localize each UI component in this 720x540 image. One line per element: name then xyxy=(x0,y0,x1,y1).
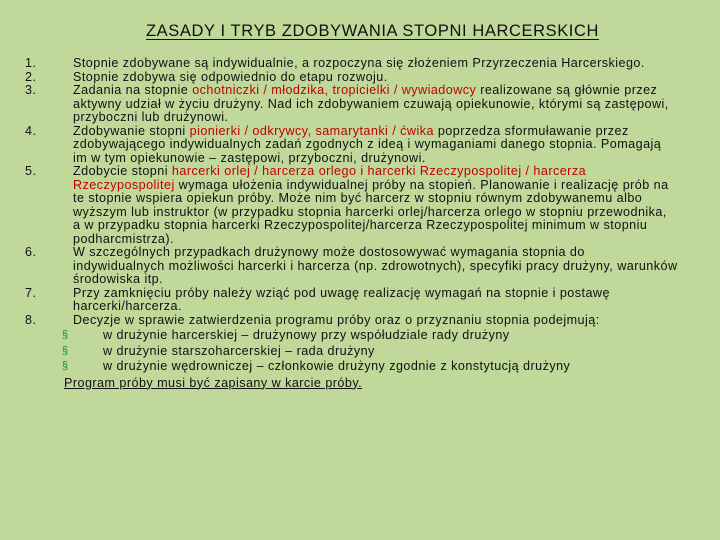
item-number: 7. xyxy=(25,285,37,300)
list-item-1 xyxy=(0,57,678,71)
item-text-post: realizowane są głównie przez aktywny udział w życiu drużyny. Nad ich zdobywaniem czuwają opiekunowie, którymi są zastępowi, przyboczni lub drużynowi. xyxy=(73,83,669,124)
item-number: 5. xyxy=(25,164,37,178)
item-text: Stopnie zdobywane są indywidualnie, a rozpoczyna się złożeniem Przyrzeczenia Harcerskiego. xyxy=(73,56,645,70)
item-number: 1. xyxy=(25,56,37,70)
bullet-text: w drużynie wędrowniczej – członkowie drużyny zgodnie z konstytucją drużyny xyxy=(103,359,571,373)
list-item-5 xyxy=(0,165,678,246)
item-number: 2. xyxy=(25,69,37,84)
item-text-post: wymaga ułożenia indywidualnej próby na stopień. Planowanie i realizację prób na te stopnie wspiera opiekun próby. Może nim być harcerz w stopniu równym zdobywanemu albo wyższym lub instruktor (w przypadku stopnia harcerki orlej/harcerza orlego w stopniu przewodnika, a w przypadku stopnia harcerki Rzeczypospolitej/harcerza Rzeczypospolitej minimum w stopniu podharcmistrza). xyxy=(73,177,669,246)
item-text-pre: Zdobycie stopni xyxy=(73,164,172,178)
item-number: 8. xyxy=(25,312,37,327)
highlight-text: ochotniczki / młodzika, tropicielki / wywiadowcy xyxy=(192,83,477,97)
item-text: Przy zamknięciu próby należy wziąć pod uwagę realizację wymagań na stopnie i postawę harcerki/harcerza. xyxy=(73,285,610,313)
bullet-icon: § xyxy=(62,329,69,341)
bullet-text: w drużynie harcerskiej – drużynowy przy współudziale rady drużyny xyxy=(103,328,510,342)
item-text-pre: Zdobywanie stopni xyxy=(73,123,190,138)
bullet-item-1 xyxy=(0,329,720,343)
slide-title: ZASADY I TRYB ZDOBYWANIA STOPNI HARCERSKICH xyxy=(145,22,600,40)
list-item-6 xyxy=(0,246,678,287)
numbered-list xyxy=(0,57,720,390)
item-number: 4. xyxy=(25,123,37,138)
bullet-item-2 xyxy=(0,345,720,359)
item-text-post: poprzedza sformuławanie przez zdobywającego indywidualnych zadań zgodnych z ideą i wymaganiami danego stopnia. Pomagają im w tym opiekunowie – zastępowi, przyboczni, drużynowi. xyxy=(73,123,662,165)
item-number: 6. xyxy=(25,245,37,259)
list-item-2 xyxy=(0,71,678,85)
highlight-text: pionierki / odkrywcy, samarytanki / ćwika xyxy=(189,123,434,138)
list-item-7 xyxy=(0,287,678,314)
bullet-item-3 xyxy=(0,360,720,374)
list-item-4 xyxy=(0,125,678,166)
bullet-icon: § xyxy=(62,360,69,372)
item-text: Stopnie zdobywa się odpowiednio do etapu rozwoju. xyxy=(73,69,388,84)
item-text: Decyzje w sprawie zatwierdzenia programu próby oraz o przyznaniu stopnia podejmują: xyxy=(73,312,600,327)
highlight-text: harcerki orlej / harcerza orlego i harcerki Rzeczypospolitej / harcerza Rzeczypospolitej xyxy=(73,164,587,192)
list-item-3 xyxy=(0,84,678,125)
item-text-pre: Zadania na stopnie xyxy=(73,83,193,97)
item-text: W szczególnych przypadkach drużynowy może dostosowywać wymagania stopnia do indywidualnych możliwości harcerki i harcerza (np. zdrowotnych), specyfiki pracy drużyny, warunków środowiska itp. xyxy=(73,245,678,286)
footer-note: Program próby musi być zapisany w karcie próby. xyxy=(64,375,363,390)
item-number: 3. xyxy=(25,83,37,97)
bullet-icon: § xyxy=(62,344,69,357)
list-item-8 xyxy=(0,314,678,328)
bullet-text: w drużynie starszoharcerskiej – rada drużyny xyxy=(103,343,375,358)
